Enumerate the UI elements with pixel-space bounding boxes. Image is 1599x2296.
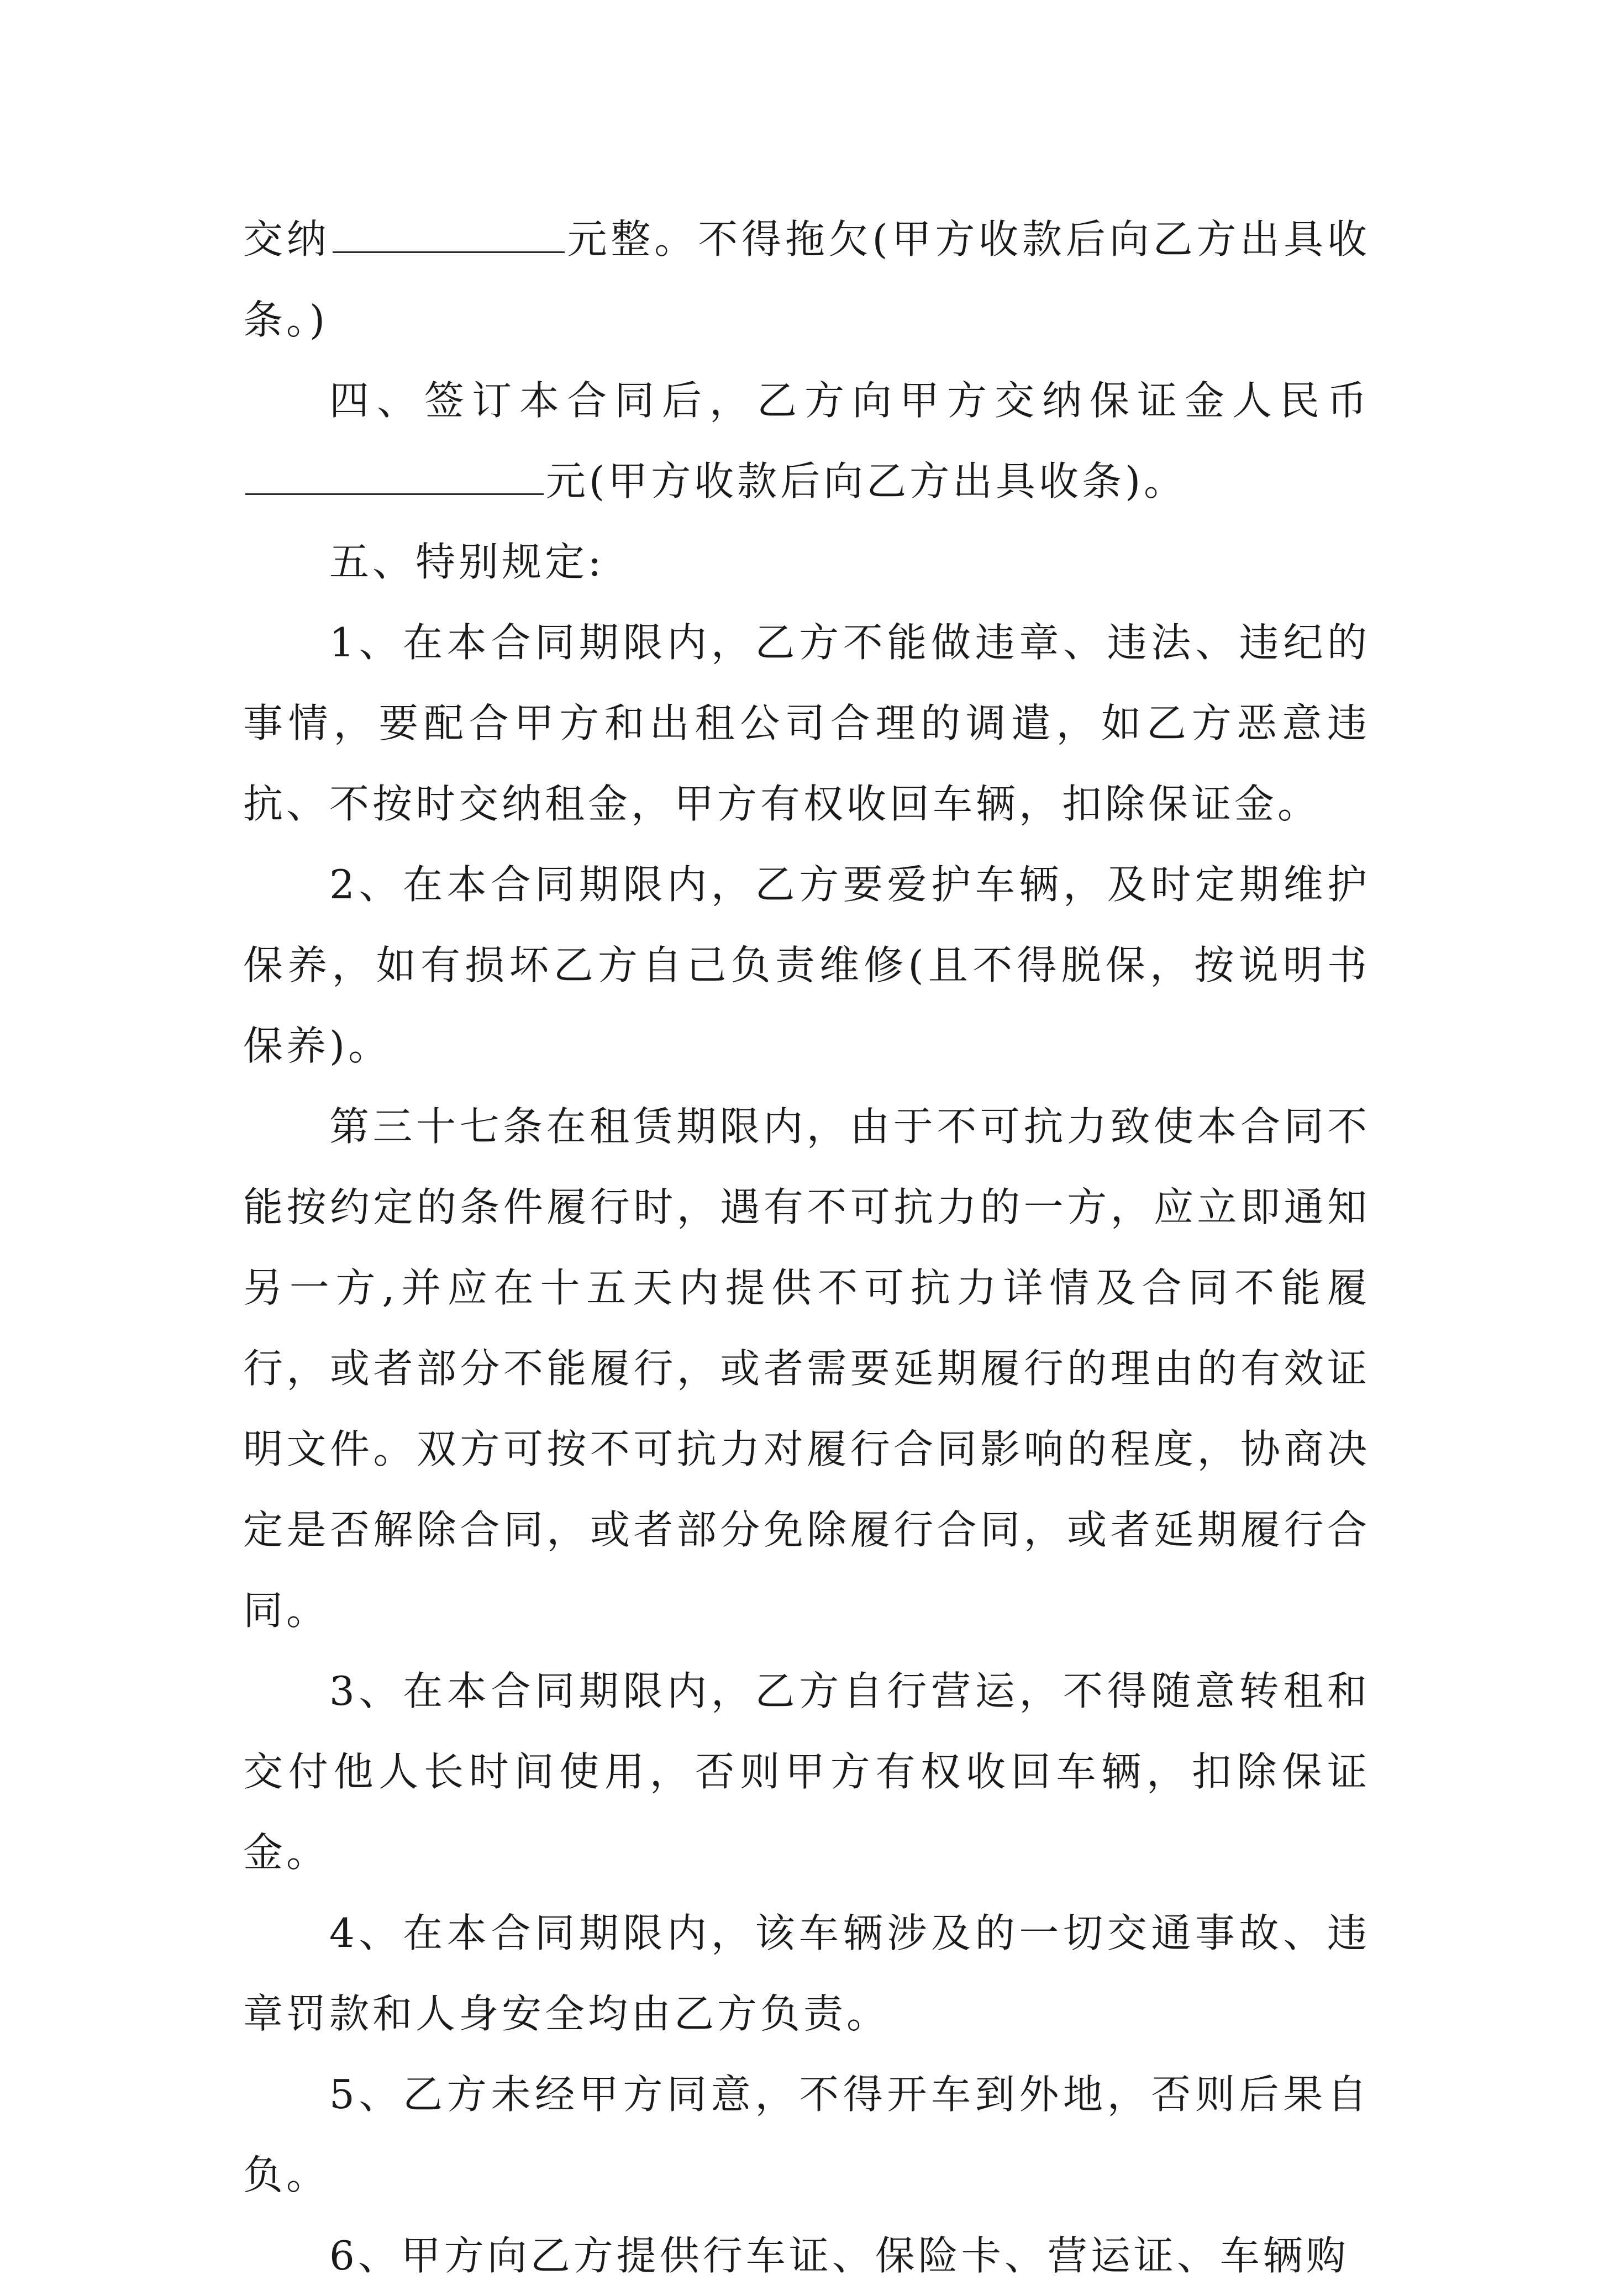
paragraph-special-rule-3: 3、在本合同期限内，乙方自行营运，不得随意转租和交付他人长时间使用，否则甲方有权收回车辆，扣除保证金。 bbox=[243, 1668, 1370, 1876]
paragraph-special-rule-2: 2、在本合同期限内，乙方要爱护车辆，及时定期维护保养，如有损坏乙方自己负责维修(且不得脱保，按说明书保养)。 bbox=[243, 861, 1370, 1069]
payment-text-before: 交纳 bbox=[243, 216, 330, 262]
deposit-text-after: 元(甲方收款后向乙方出具收条)。 bbox=[546, 458, 1187, 504]
deposit-text-before: 四、签订本合同后，乙方向甲方交纳保证金人民币 bbox=[329, 377, 1370, 424]
document-body bbox=[243, 199, 1370, 2296]
paragraph-article-37-force-majeure: 第三十七条在租赁期限内，由于不可抗力致使本合同不能按约定的条件履行时，遇有不可抗力的一方，应立即通知另一方,并应在十五天内提供不可抗力详情及合同不能履行，或者部分不能履行，或者需要延期履行的理由的有效证明文件。双方可按不可抗力对履行合同影响的程度，协商决定是否解除合同，或者部分免除履行合同，或者延期履行合同。 bbox=[243, 1103, 1370, 1634]
paragraph-payment-amount bbox=[243, 199, 1370, 360]
paragraph-special-rule-6: 6、甲方向乙方提供行车证、保险卡、营运证、车辆购 bbox=[329, 2232, 1349, 2279]
deposit-amount-blank bbox=[245, 455, 544, 495]
payment-text-after: 元整。不得拖欠(甲方收款后向乙方出具收条。) bbox=[243, 216, 1370, 343]
paragraph-special-rule-5: 5、乙方未经甲方同意，不得开车到外地，否则后果自负。 bbox=[243, 2071, 1370, 2198]
paragraph-clause-five-heading: 五、特别规定: bbox=[329, 539, 605, 585]
paragraph-special-rule-4: 4、在本合同期限内，该车辆涉及的一切交通事故、违章罚款和人身安全均由乙方负责。 bbox=[243, 1910, 1370, 2037]
paragraph-special-rule-1: 1、在本合同期限内，乙方不能做违章、违法、违纪的事情，要配合甲方和出租公司合理的调遣，如乙方恶意违抗、不按时交纳租金，甲方有权收回车辆，扣除保证金。 bbox=[243, 619, 1370, 827]
paragraph-clause-four-deposit bbox=[243, 360, 1370, 522]
payment-amount-blank bbox=[333, 213, 565, 253]
